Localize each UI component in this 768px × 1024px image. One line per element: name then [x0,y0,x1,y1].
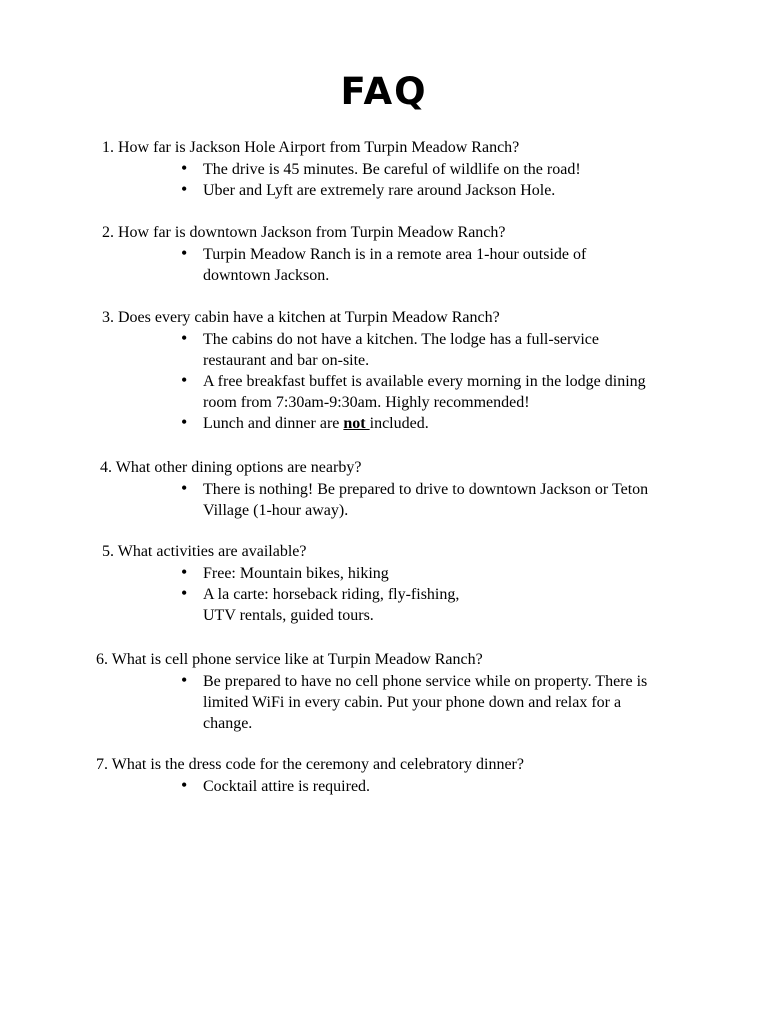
answer-item: • There is nothing! Be prepared to drive to downtown Jackson or Teton Village (1-hour away). [181,479,651,521]
question-number: 6. [96,651,108,668]
faq-answers-3 [181,329,651,434]
faq-question-5 [102,541,307,562]
answer-item: • A free breakfast buffet is available every morning in the lodge dining room from 7:30am-9:30am. Highly recommended! [181,371,651,413]
faq-answers-4 [181,479,651,521]
question-number: 7. [96,756,108,773]
answer-item: • Free: Mountain bikes, hiking [181,563,651,584]
faq-question-2 [102,222,506,243]
faq-question-4 [100,457,361,478]
answer-item: • The drive is 45 minutes. Be careful of wildlife on the road! [181,159,651,180]
answer-text-before: Lunch and dinner are [203,415,344,432]
faq-question-6 [96,649,483,670]
question-text: Does every cabin have a kitchen at Turpin Meadow Ranch? [118,309,500,326]
question-number: 3. [102,309,114,326]
page-title: FAQ [340,70,428,113]
question-number: 1. [102,139,114,156]
faq-answers-2 [181,244,651,286]
answer-emphasis: not [343,415,370,432]
answer-item [181,584,651,626]
answer-item: • Be prepared to have no cell phone service while on property. There is limited WiFi in every cabin. Put your phone down and relax for a change. [181,671,651,734]
question-number: 5. [102,543,114,560]
answer-item: • Cocktail attire is required. [181,776,651,797]
faq-answers-5 [181,563,651,626]
faq-answers-6 [181,671,651,734]
question-text: What activities are available? [117,543,307,560]
answer-text-after: included. [369,415,429,432]
question-text: What other dining options are nearby? [115,459,362,476]
faq-question-1 [102,137,519,158]
answer-line: A la carte: horseback riding, fly-fishing, [203,586,460,603]
faq-question-3 [102,307,500,328]
question-text: What is cell phone service like at Turpin Meadow Ranch? [111,651,483,668]
question-number: 4. [100,459,112,476]
faq-answers-7 [181,776,651,797]
question-number: 2. [102,224,114,241]
answer-item: • The cabins do not have a kitchen. The lodge has a full-service restaurant and bar on-site. [181,329,651,371]
answer-line: UTV rentals, guided tours. [203,607,374,624]
faq-question-7 [96,754,524,775]
answer-item [181,413,651,434]
question-text: How far is Jackson Hole Airport from Turpin Meadow Ranch? [118,139,520,156]
question-text: What is the dress code for the ceremony and celebratory dinner? [111,756,524,773]
answer-item: • Uber and Lyft are extremely rare around Jackson Hole. [181,180,651,201]
faq-answers-1 [181,159,651,201]
answer-item: • Turpin Meadow Ranch is in a remote area 1-hour outside of downtown Jackson. [181,244,651,286]
question-text: How far is downtown Jackson from Turpin Meadow Ranch? [118,224,506,241]
